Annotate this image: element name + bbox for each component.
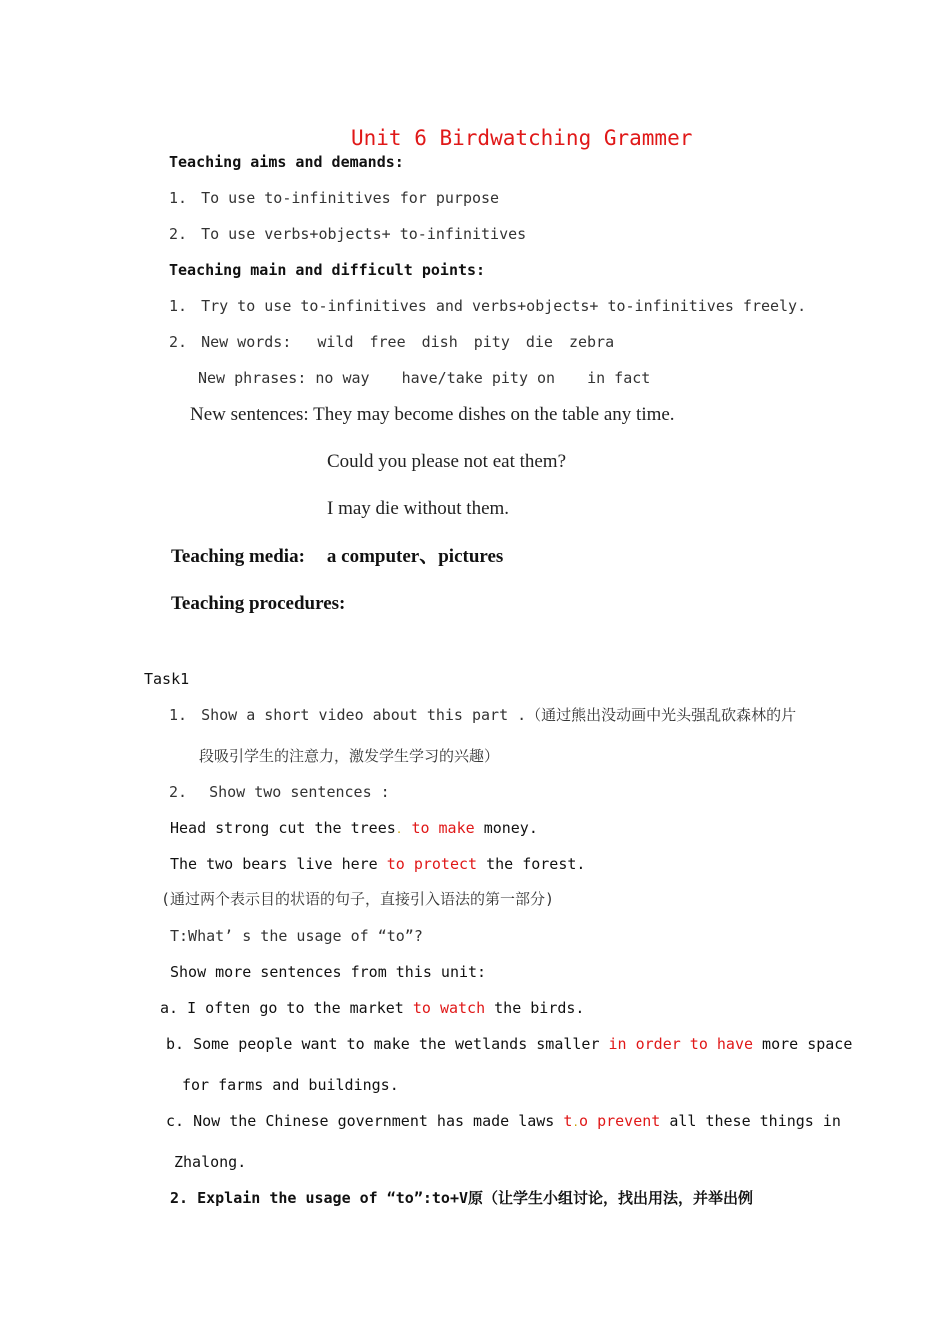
example-1-pre: Head strong cut the trees <box>170 819 396 837</box>
aims-item-2-text: To use verbs+objects+ to-infinitives <box>201 225 527 243</box>
aims-item-1-num: 1. <box>169 189 188 207</box>
sentence-c-highlight-1: t <box>563 1112 573 1130</box>
example-2-post: the forest. <box>486 855 586 873</box>
aims-item-1 <box>169 188 499 208</box>
new-words-label: New words: <box>201 333 292 351</box>
teaching-media-value: a computer、pictures <box>326 546 504 567</box>
sentence-c-post: all these things in <box>669 1112 841 1130</box>
new-phrase: have/take pity on <box>401 369 556 387</box>
page-title: Unit 6 Birdwatching Grammer <box>351 126 693 150</box>
explain-usage <box>170 1188 753 1208</box>
sentence-c-dot: . <box>572 1116 580 1129</box>
sentence-c-label: c. <box>166 1112 185 1130</box>
example-sentence-1 <box>170 818 538 840</box>
more-sentences-heading: Show more sentences from this unit: <box>170 963 487 981</box>
points-item-1-text: Try to use to-infinitives and verbs+objects+ to-infinitives freely. <box>201 297 807 315</box>
new-word: wild <box>317 333 354 351</box>
task1-step-1-cont: 段吸引学生的注意力，激发学生学习的兴趣） <box>199 747 500 765</box>
teaching-media <box>171 545 503 569</box>
new-word: dish <box>421 333 458 351</box>
teaching-procedures: Teaching procedures: <box>171 593 346 614</box>
explain-usage-text: Explain the usage of “to”:to+V原（让学生小组讨论，找出用法，并举出例 <box>197 1189 754 1207</box>
example-sentence-2 <box>170 854 585 874</box>
points-item-2-num: 2. <box>169 333 188 351</box>
task1-step-1-text: Show a short video about this part .（通过熊出没动画中光头强乱砍森林的片 <box>201 706 797 724</box>
example-2-highlight: to protect <box>386 855 478 873</box>
sentence-c-highlight-2: o prevent <box>579 1112 661 1130</box>
aims-item-1-text: To use to-infinitives for purpose <box>201 189 500 207</box>
sentence-b-label: b. <box>166 1035 185 1053</box>
task1-step-2-text: Show two sentences : <box>209 783 390 801</box>
sentence-b-highlight: in order to have <box>608 1035 754 1053</box>
teaching-media-label: Teaching media: <box>171 546 305 567</box>
sentence-c <box>166 1111 841 1133</box>
example-2-pre: The two bears live here <box>170 855 378 873</box>
new-phrase: no way <box>315 369 370 387</box>
sentence-b-cont: for farms and buildings. <box>182 1076 399 1094</box>
example-1-dot: . <box>395 823 403 836</box>
task1-step-1 <box>169 705 796 725</box>
new-sentences-label: New sentences: <box>190 404 309 425</box>
aims-item-2 <box>169 224 526 244</box>
sentence-b-post: more space <box>762 1035 853 1053</box>
task1-heading: Task1 <box>144 670 190 688</box>
new-phrases <box>198 368 650 388</box>
sentence-a-highlight: to watch <box>412 999 486 1017</box>
sentence-c-pre: Now the Chinese government has made laws <box>193 1112 555 1130</box>
task1-step-2-num: 2. <box>169 783 188 801</box>
new-word: pity <box>473 333 510 351</box>
new-word: free <box>369 333 406 351</box>
task1-step-1-num: 1. <box>169 706 188 724</box>
usage-question: T:What’ s the usage of “to”? <box>170 927 423 945</box>
new-word: zebra <box>568 333 615 351</box>
points-heading: Teaching main and difficult points: <box>169 261 486 279</box>
points-item-1-num: 1. <box>169 297 188 315</box>
sentence-b-pre: Some people want to make the wetlands smaller <box>193 1035 600 1053</box>
new-phrase: in fact <box>587 369 651 387</box>
sentence-a-pre: I often go to the market <box>187 999 404 1017</box>
aims-heading: Teaching aims and demands: <box>169 153 404 171</box>
new-sentences <box>190 403 675 427</box>
example-1-post: money. <box>483 819 538 837</box>
new-word: die <box>525 333 553 351</box>
example-1-highlight: to make <box>411 819 475 837</box>
task1-step-2 <box>169 782 390 802</box>
explain-usage-num: 2. <box>170 1189 189 1207</box>
sentence-a <box>160 998 584 1018</box>
points-item-1 <box>169 296 806 316</box>
aims-item-2-num: 2. <box>169 225 188 243</box>
sentence-c-cont: Zhalong. <box>174 1153 247 1171</box>
new-sentence-1: They may become dishes on the table any time. <box>313 404 675 425</box>
new-sentence-2: Could you please not eat them? <box>327 451 567 472</box>
teaching-note: (通过两个表示目的状语的句子，直接引入语法的第一部分) <box>161 890 555 908</box>
sentence-b <box>166 1034 852 1054</box>
sentence-a-post: the birds. <box>494 999 585 1017</box>
sentence-a-label: a. <box>160 999 179 1017</box>
new-phrases-label: New phrases: <box>198 369 307 387</box>
new-sentence-3: I may die without them. <box>327 498 510 519</box>
points-item-2 <box>169 332 614 352</box>
